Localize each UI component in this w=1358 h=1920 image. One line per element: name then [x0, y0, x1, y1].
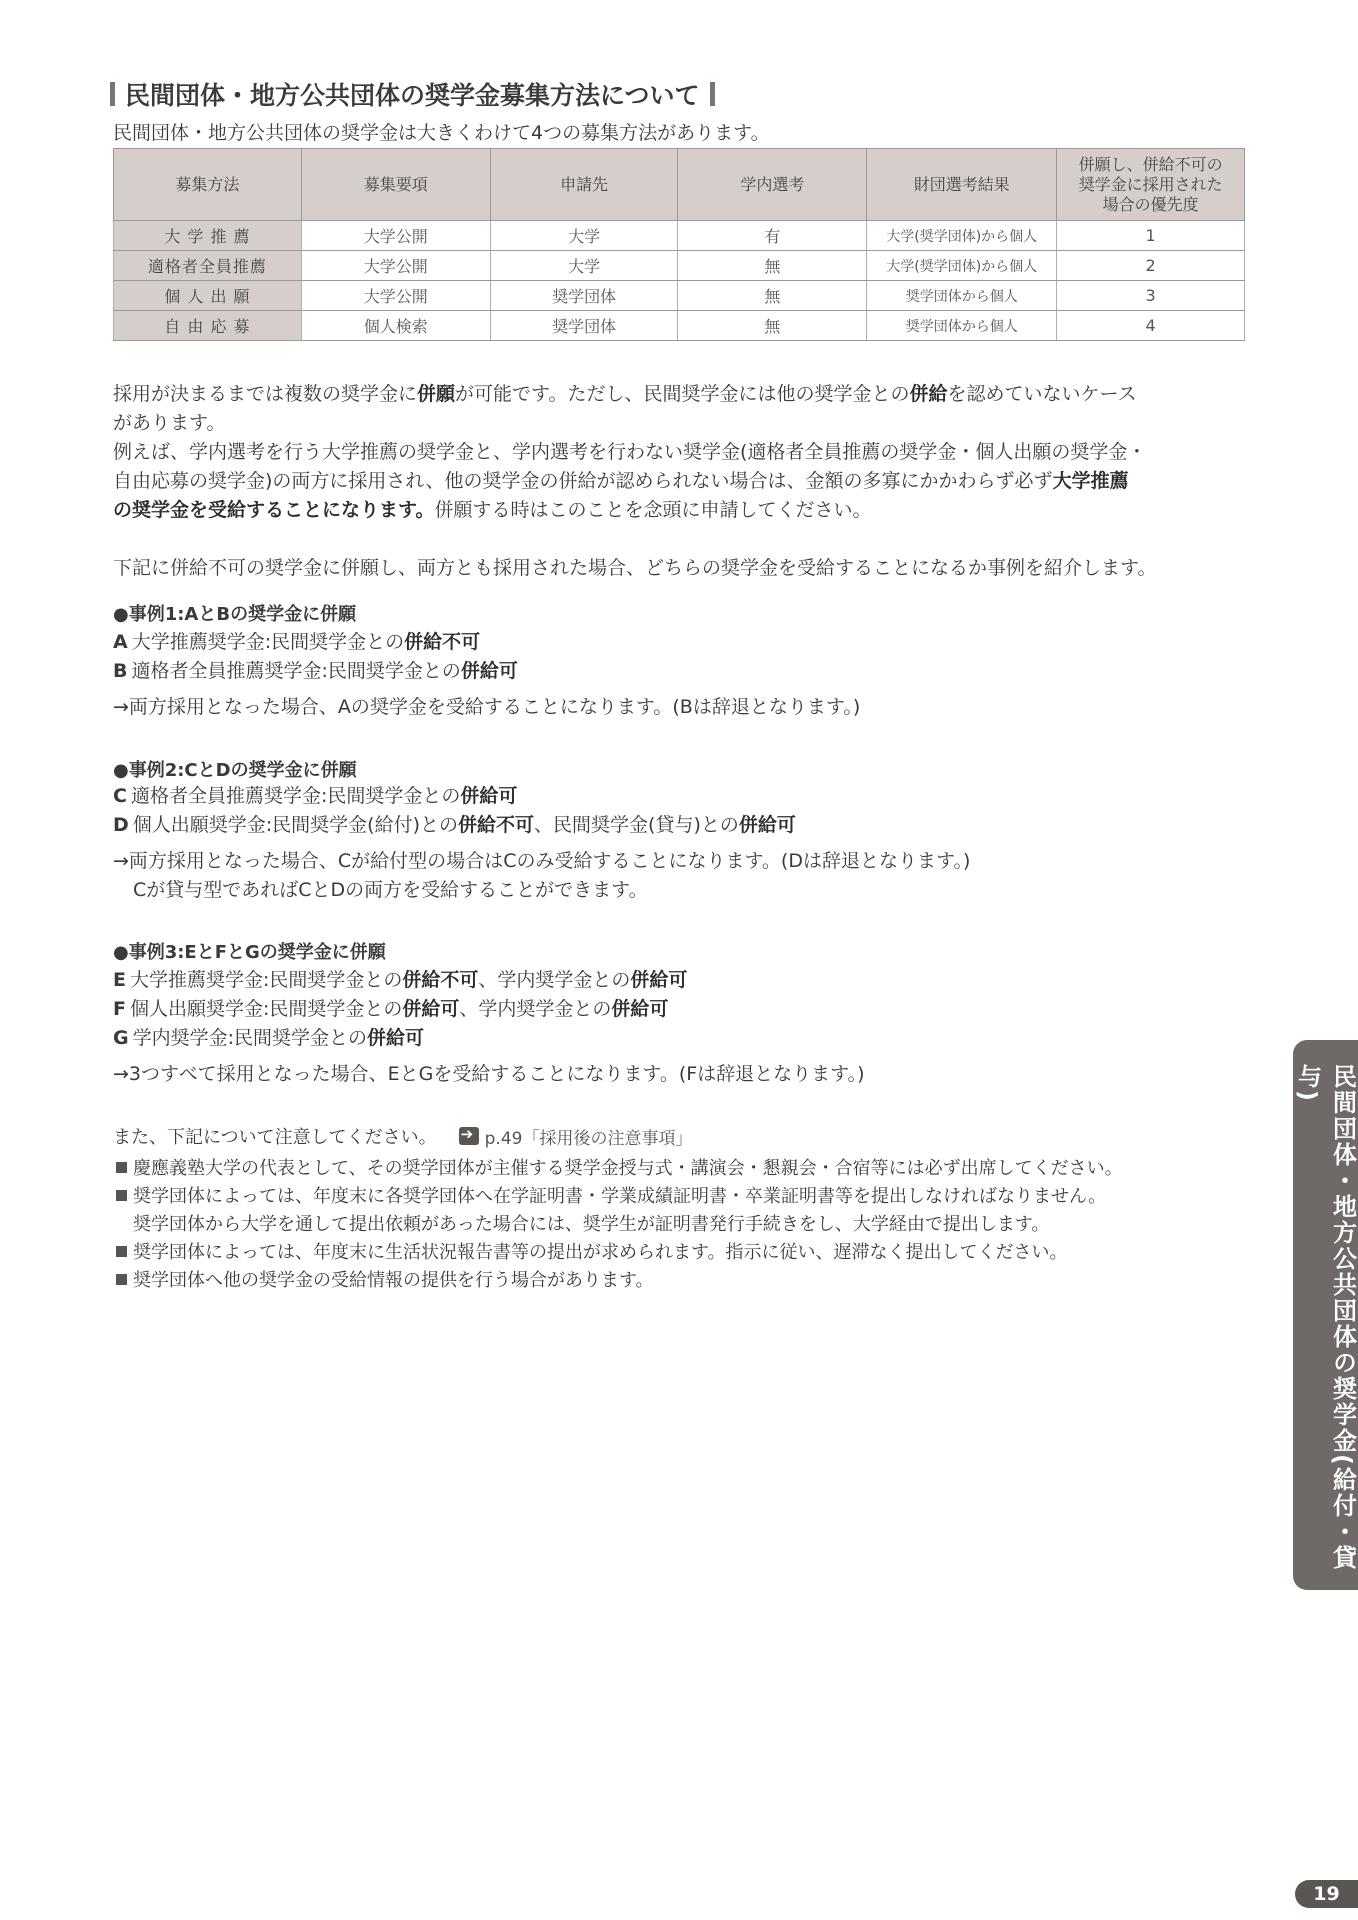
case1-title: ●事例1:AとBの奨学金に併願	[113, 604, 357, 625]
table-cell: 適格者全員推薦	[114, 251, 302, 281]
para-line: の奨学金を受給することになります。併願する時はこのことを念頭に申請してください。	[113, 499, 872, 521]
arrow-right-icon	[459, 1127, 479, 1145]
note-item: 奨学団体によっては、年度末に生活状況報告書等の提出が求められます。指示に従い、遅滞なく提出してください。	[116, 1239, 1068, 1267]
table-cell: 自 由 応 募	[114, 311, 302, 341]
case1-line-a: A 大学推薦奨学金:民間奨学金との併給不可	[113, 631, 481, 653]
note-item: 奨学団体によっては、年度末に各奨学団体へ在学証明書・学業成績証明書・卒業証明書等を提出しなければなりません。	[116, 1183, 1106, 1211]
para-line: 自由応募の奨学金)の両方に採用され、他の奨学金の併給が認められない場合は、金額の多寡にかかわらず必ず大学推薦	[113, 470, 1129, 492]
table-cell: 個人検索	[301, 311, 490, 341]
notes-reference-link[interactable]: p.49「採用後の注意事項」	[484, 1128, 693, 1149]
case3-line-e: E 大学推薦奨学金:民間奨学金との併給不可、学内奨学金との併給可	[113, 969, 688, 991]
table-row	[114, 251, 1245, 281]
table-cell: 奨学団体から個人	[867, 311, 1057, 341]
case2-title: ●事例2:CとDの奨学金に併願	[113, 760, 357, 781]
square-bullet-icon	[116, 1190, 127, 1201]
table-cell: 大学公開	[301, 221, 490, 251]
table-cell: 1	[1057, 221, 1245, 251]
table-cell: 無	[678, 281, 867, 311]
note-item: 奨学団体へ他の奨学金の受給情報の提供を行う場合があります。	[116, 1267, 654, 1295]
table-cell: 大 学 推 薦	[114, 221, 302, 251]
notes-lead-text: また、下記について注意してください。	[113, 1127, 437, 1148]
paragraph-concurrent-application	[113, 380, 1253, 525]
table-cell: 大学(奨学団体)から個人	[867, 221, 1057, 251]
table-row	[114, 311, 1245, 341]
heading-bar-left	[110, 82, 115, 106]
table-cell: 無	[678, 311, 867, 341]
table-header-row	[114, 149, 1245, 221]
table-cell: 大学	[490, 221, 678, 251]
intro-text: 民間団体・地方公共団体の奨学金は大きくわけて4つの募集方法があります。	[113, 122, 770, 144]
case2-line-d: D 個人出願奨学金:民間奨学金(給付)との併給不可、民間奨学金(貸与)との併給可	[113, 814, 796, 836]
square-bullet-icon	[116, 1246, 127, 1257]
notes-lead	[113, 1123, 692, 1149]
table-cell: 大学	[490, 251, 678, 281]
para-line: 採用が決まるまでは複数の奨学金に併願が可能です。ただし、民間奨学金には他の奨学金との併給を認めていないケース	[113, 383, 1137, 405]
header-apply-to: 申請先	[490, 149, 678, 221]
para-line: 例えば、学内選考を行う大学推薦の奨学金と、学内選考を行わない奨学金(適格者全員推薦の奨学金・個人出願の奨学金・	[113, 441, 1147, 463]
page-number: 19	[1295, 1880, 1358, 1908]
case3-title: ●事例3:EとFとGの奨学金に併願	[113, 942, 386, 963]
heading-bar-right	[710, 82, 715, 106]
table-cell: 大学(奨学団体)から個人	[867, 251, 1057, 281]
table-row	[114, 281, 1245, 311]
case2-line-c: C 適格者全員推薦奨学金:民間奨学金との併給可	[113, 785, 518, 807]
case3-result: →3つすべて採用となった場合、EとGを受給することになります。(Fは辞退となります。)	[113, 1063, 865, 1085]
note-item: 慶應義塾大学の代表として、その奨学団体が主催する奨学金授与式・講演会・懇親会・合宿等には必ず出席してください。	[116, 1155, 1123, 1183]
table-cell: 4	[1057, 311, 1245, 341]
header-campus-selection: 学内選考	[678, 149, 867, 221]
case3-line-g: G 学内奨学金:民間奨学金との併給可	[113, 1027, 425, 1049]
chapter-side-tab	[1293, 1040, 1358, 1590]
table-cell: 大学公開	[301, 251, 490, 281]
case2-result-2: Cが貸与型であればCとDの両方を受給することができます。	[133, 879, 648, 901]
table-cell: 有	[678, 221, 867, 251]
table-cell: 2	[1057, 251, 1245, 281]
section-heading	[108, 76, 715, 112]
case1-line-b: B 適格者全員推薦奨学金:民間奨学金との併給可	[113, 660, 518, 682]
header-priority: 併願し、併給不可の 奨学金に採用された 場合の優先度	[1057, 149, 1245, 221]
table-cell: 大学公開	[301, 281, 490, 311]
para-line: があります。	[113, 412, 226, 434]
case3-line-f: F 個人出願奨学金:民間奨学金との併給可、学内奨学金との併給可	[113, 998, 669, 1020]
header-foundation-result: 財団選考結果	[867, 149, 1057, 221]
header-method: 募集方法	[114, 149, 302, 221]
table-cell: 個 人 出 願	[114, 281, 302, 311]
table-cell: 無	[678, 251, 867, 281]
header-guidelines: 募集要項	[301, 149, 490, 221]
square-bullet-icon	[116, 1162, 127, 1173]
paragraph-case-intro: 下記に併給不可の奨学金に併願し、両方とも採用された場合、どちらの奨学金を受給することになるか事例を紹介します。	[113, 557, 1157, 579]
square-bullet-icon	[116, 1274, 127, 1285]
table-cell: 奨学団体	[490, 281, 678, 311]
note-item-continuation: 奨学団体から大学を通して提出依頼があった場合には、奨学生が証明書発行手続きをし、大学経由で提出します。	[133, 1214, 1050, 1235]
table-cell: 奨学団体から個人	[867, 281, 1057, 311]
heading-text: 民間団体・地方公共団体の奨学金募集方法について	[125, 81, 700, 110]
table-cell: 3	[1057, 281, 1245, 311]
case1-result: →両方採用となった場合、Aの奨学金を受給することになります。(Bは辞退となります。)	[113, 696, 861, 718]
recruitment-methods-table	[113, 148, 1245, 341]
side-tab-label: 民間団体・地方公共団体の奨学金(給付・貸与)	[1293, 1064, 1357, 1571]
table-row	[114, 221, 1245, 251]
table-cell: 奨学団体	[490, 311, 678, 341]
case2-result-1: →両方採用となった場合、Cが給付型の場合はCのみ受給することになります。(Dは辞退となります。)	[113, 850, 971, 872]
